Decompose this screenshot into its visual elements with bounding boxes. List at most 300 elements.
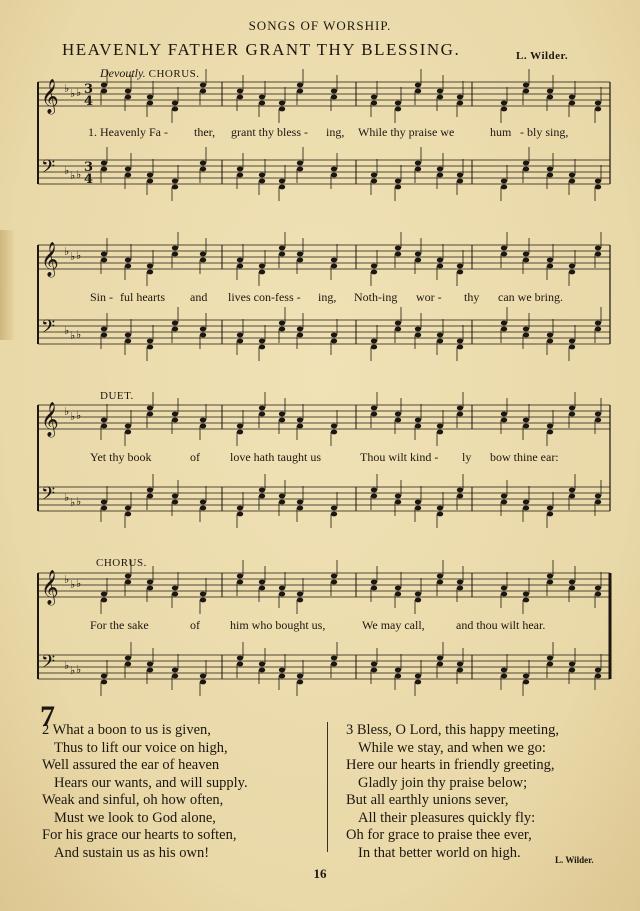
note-head <box>415 83 421 88</box>
note-head <box>279 179 285 184</box>
note-head <box>523 89 529 94</box>
flat-sign: ♭ <box>76 495 82 508</box>
note-head <box>437 258 443 263</box>
note-head <box>415 418 421 423</box>
note-head <box>172 252 178 257</box>
note-head <box>200 161 206 166</box>
flat-sign: ♭ <box>70 496 76 509</box>
note-head <box>237 512 243 517</box>
lyric-s3-c: love hath taught us <box>230 450 321 464</box>
note-head <box>279 412 285 417</box>
note-head <box>595 674 601 679</box>
note-head <box>437 264 443 269</box>
note-head <box>297 333 303 338</box>
note-head <box>259 270 265 275</box>
note-head <box>237 95 243 100</box>
note-head <box>297 258 303 263</box>
note-head <box>297 89 303 94</box>
note-head <box>172 668 178 673</box>
note-head <box>147 339 153 344</box>
note-head <box>501 500 507 505</box>
note-head <box>172 107 178 112</box>
note-head <box>569 586 575 591</box>
note-head <box>569 662 575 667</box>
note-head <box>125 574 131 579</box>
note-head <box>547 656 553 661</box>
note-head <box>523 680 529 685</box>
note-head <box>259 412 265 417</box>
note-head <box>331 95 337 100</box>
note-head <box>279 327 285 332</box>
note-head <box>259 345 265 350</box>
lyric-s1-e: While thy praise we <box>358 125 455 139</box>
note-head <box>237 167 243 172</box>
note-head <box>297 161 303 166</box>
lyric-s3-f: bow thine ear: <box>490 450 559 464</box>
note-head <box>595 668 601 673</box>
note-head <box>457 345 463 350</box>
note-head <box>457 101 463 106</box>
note-head <box>331 89 337 94</box>
note-head <box>547 580 553 585</box>
lyric-s4-a: For the sake <box>90 618 149 632</box>
lyric-s4-c: him who bought us, <box>230 618 326 632</box>
note-head <box>172 586 178 591</box>
note-head <box>331 167 337 172</box>
note-head <box>259 662 265 667</box>
section-label-duet: DUET. <box>100 390 134 402</box>
section-label-chorus-1: CHORUS. <box>148 68 200 80</box>
note-head <box>395 674 401 679</box>
verse-3-line-5: But all earthly unions sever, <box>346 792 509 808</box>
verse-3 <box>346 722 559 862</box>
note-head <box>371 173 377 178</box>
note-head <box>547 258 553 263</box>
note-head <box>279 586 285 591</box>
note-head <box>523 333 529 338</box>
note-head <box>395 101 401 106</box>
note-head <box>259 668 265 673</box>
note-head <box>331 333 337 338</box>
note-head <box>501 674 507 679</box>
note-head <box>237 424 243 429</box>
note-head <box>523 167 529 172</box>
lyric-s1-g: - bly sing, <box>520 125 569 139</box>
note-head <box>437 656 443 661</box>
note-head <box>569 406 575 411</box>
note-head <box>200 506 206 511</box>
note-head <box>547 264 553 269</box>
note-head <box>279 592 285 597</box>
lyric-s1-f: hum <box>490 125 512 139</box>
hymn-number: 7 <box>40 700 55 733</box>
note-head <box>125 89 131 94</box>
note-head <box>331 580 337 585</box>
note-head <box>101 161 107 166</box>
note-head <box>371 488 377 493</box>
note-head <box>371 95 377 100</box>
lyric-s3-b: of <box>190 450 200 464</box>
lyric-s2-i: can we bring. <box>498 290 563 304</box>
note-head <box>279 101 285 106</box>
lyric-s2-g: wor - <box>416 290 442 304</box>
note-head <box>237 258 243 263</box>
bass-clef: 𝄢 <box>41 157 56 182</box>
verse-2-line-4: Hears our wants, and will supply. <box>54 774 248 791</box>
note-head <box>259 173 265 178</box>
note-head <box>147 580 153 585</box>
note-head <box>371 264 377 269</box>
note-head <box>371 270 377 275</box>
note-head <box>279 674 285 679</box>
flat-sign: ♭ <box>76 328 82 341</box>
note-head <box>371 101 377 106</box>
lyric-s4-b: of <box>190 618 200 632</box>
flat-sign: ♭ <box>70 664 76 677</box>
note-head <box>547 574 553 579</box>
note-head <box>569 95 575 100</box>
note-head <box>125 167 131 172</box>
note-head <box>395 107 401 112</box>
note-head <box>172 500 178 505</box>
note-head <box>415 500 421 505</box>
note-head <box>331 506 337 511</box>
lyric-s2-a: Sin - <box>90 290 114 304</box>
note-head <box>501 668 507 673</box>
note-head <box>395 179 401 184</box>
note-head <box>523 161 529 166</box>
flat-sign: ♭ <box>76 249 82 262</box>
note-head <box>547 430 553 435</box>
note-head <box>415 327 421 332</box>
note-head <box>237 580 243 585</box>
note-head <box>297 424 303 429</box>
note-head <box>125 662 131 667</box>
note-head <box>172 418 178 423</box>
note-head <box>200 424 206 429</box>
note-head <box>523 327 529 332</box>
flat-sign: ♭ <box>70 329 76 342</box>
note-head <box>200 680 206 685</box>
note-head <box>501 418 507 423</box>
verse-2-line-2: Thus to lift our voice on high, <box>54 739 228 756</box>
note-head <box>569 494 575 499</box>
note-head <box>457 494 463 499</box>
note-head <box>569 345 575 350</box>
note-head <box>437 95 443 100</box>
flat-sign: ♭ <box>76 86 82 99</box>
running-header: SONGS OF WORSHIP. <box>248 18 392 33</box>
note-head <box>437 339 443 344</box>
note-head <box>297 506 303 511</box>
note-head <box>125 333 131 338</box>
verse-3-line-4: Gladly join thy praise below; <box>358 774 528 791</box>
note-head <box>200 500 206 505</box>
note-head <box>569 179 575 184</box>
note-head <box>125 173 131 178</box>
note-head <box>457 412 463 417</box>
bass-clef: 𝄢 <box>41 317 56 342</box>
note-head <box>200 327 206 332</box>
note-head <box>279 418 285 423</box>
note-head <box>297 598 303 603</box>
composer-credit: L. Wilder. <box>516 50 569 62</box>
note-head <box>437 580 443 585</box>
verse-3-line-3: Here our hearts in friendly greeting, <box>346 757 555 773</box>
note-head <box>279 321 285 326</box>
time-signature-top: 3 <box>84 82 94 97</box>
note-head <box>297 418 303 423</box>
note-head <box>297 167 303 172</box>
note-head <box>147 406 153 411</box>
lyric-s2-f: Noth-ing <box>354 290 398 304</box>
note-head <box>371 586 377 591</box>
note-head <box>297 83 303 88</box>
note-head <box>595 101 601 106</box>
note-head <box>415 167 421 172</box>
note-head <box>595 107 601 112</box>
lyric-s2-h: thy <box>464 290 480 304</box>
flat-sign: ♭ <box>76 663 82 676</box>
note-head <box>395 252 401 257</box>
note-head <box>200 598 206 603</box>
note-head <box>501 101 507 106</box>
note-head <box>200 252 206 257</box>
note-head <box>395 418 401 423</box>
note-head <box>259 406 265 411</box>
note-head <box>415 333 421 338</box>
note-head <box>200 167 206 172</box>
note-head <box>331 512 337 517</box>
note-head <box>200 89 206 94</box>
note-head <box>457 179 463 184</box>
note-head <box>172 185 178 190</box>
verse-3-line-2: While we stay, and when we go: <box>358 739 546 756</box>
note-head <box>569 488 575 493</box>
note-head <box>501 246 507 251</box>
note-head <box>437 506 443 511</box>
note-head <box>101 424 107 429</box>
note-head <box>569 101 575 106</box>
note-head <box>523 674 529 679</box>
note-head <box>371 494 377 499</box>
note-head <box>457 270 463 275</box>
note-head <box>595 327 601 332</box>
note-head <box>415 592 421 597</box>
note-head <box>125 264 131 269</box>
lyric-s3-e: ly <box>462 450 472 464</box>
note-head <box>501 327 507 332</box>
verse-2-line-8: And sustain us as his own! <box>54 844 210 861</box>
time-signature-bottom: 4 <box>84 172 94 187</box>
note-head <box>547 89 553 94</box>
note-head <box>501 592 507 597</box>
tempo-word: Devoutly. <box>100 66 146 80</box>
verse-3-line-1: 3 Bless, O Lord, this happy meeting, <box>346 722 560 738</box>
note-head <box>101 680 107 685</box>
note-head <box>259 264 265 269</box>
note-head <box>101 252 107 257</box>
note-head <box>297 680 303 685</box>
note-head <box>237 333 243 338</box>
section-label-chorus-2: CHORUS. <box>96 557 147 569</box>
note-head <box>172 321 178 326</box>
note-head <box>172 246 178 251</box>
page-number: 16 <box>313 866 327 881</box>
time-signature-top: 3 <box>84 160 94 175</box>
note-head <box>595 418 601 423</box>
note-head <box>259 95 265 100</box>
lyric-s1-b: ther, <box>194 125 216 139</box>
note-head <box>279 494 285 499</box>
verse-3-line-7: Oh for grace to praise thee ever, <box>346 827 532 843</box>
flat-sign: ♭ <box>70 250 76 263</box>
note-head <box>200 83 206 88</box>
note-head <box>259 339 265 344</box>
note-head <box>595 592 601 597</box>
note-head <box>437 574 443 579</box>
note-head <box>331 656 337 661</box>
note-head <box>501 494 507 499</box>
note-head <box>237 574 243 579</box>
note-head <box>200 333 206 338</box>
treble-clef: 𝄞 <box>41 242 59 277</box>
note-head <box>259 586 265 591</box>
note-head <box>415 598 421 603</box>
note-head <box>523 592 529 597</box>
flat-sign: ♭ <box>64 491 70 504</box>
treble-clef: 𝄞 <box>41 402 59 437</box>
flat-sign: ♭ <box>64 659 70 672</box>
note-head <box>147 95 153 100</box>
note-head <box>415 252 421 257</box>
note-head <box>501 586 507 591</box>
note-head <box>200 592 206 597</box>
lyric-s1-c: grant thy bless - <box>231 125 308 139</box>
note-head <box>125 95 131 100</box>
note-head <box>172 179 178 184</box>
note-head <box>395 668 401 673</box>
note-head <box>147 179 153 184</box>
note-head <box>101 258 107 263</box>
note-head <box>523 500 529 505</box>
note-head <box>569 580 575 585</box>
note-head <box>297 252 303 257</box>
note-head <box>523 424 529 429</box>
note-head <box>457 173 463 178</box>
note-head <box>547 339 553 344</box>
hymn-title: HEAVENLY FATHER GRANT THY BLESSING. <box>62 40 461 59</box>
lyric-s4-e: and thou wilt hear. <box>456 618 546 632</box>
note-head <box>437 662 443 667</box>
note-head <box>125 512 131 517</box>
note-head <box>395 500 401 505</box>
note-head <box>331 662 337 667</box>
note-head <box>501 412 507 417</box>
note-head <box>172 412 178 417</box>
note-head <box>569 173 575 178</box>
note-head <box>200 674 206 679</box>
note-head <box>437 430 443 435</box>
note-head <box>259 488 265 493</box>
note-head <box>595 321 601 326</box>
note-head <box>547 424 553 429</box>
note-head <box>331 264 337 269</box>
flat-sign: ♭ <box>70 410 76 423</box>
note-head <box>237 89 243 94</box>
note-head <box>569 668 575 673</box>
note-head <box>395 586 401 591</box>
note-head <box>371 406 377 411</box>
lyric-s2-e: ing, <box>318 290 337 304</box>
note-head <box>259 101 265 106</box>
lyric-s2-d: lives con-fess - <box>228 290 301 304</box>
note-head <box>147 270 153 275</box>
note-head <box>297 592 303 597</box>
lyric-s2-b: ful hearts <box>120 290 165 304</box>
verse-2-line-5: Weak and sinful, oh how often, <box>42 792 224 808</box>
note-head <box>547 173 553 178</box>
flat-sign: ♭ <box>76 168 82 181</box>
flat-sign: ♭ <box>64 324 70 337</box>
note-head <box>523 418 529 423</box>
note-head <box>279 500 285 505</box>
note-head <box>279 252 285 257</box>
lyric-s3-a: Yet thy book <box>90 450 152 464</box>
note-head <box>501 252 507 257</box>
note-head <box>125 424 131 429</box>
note-head <box>501 321 507 326</box>
verse-2-line-1: 2 What a boon to us is given, <box>42 722 211 738</box>
bass-clef: 𝄢 <box>41 652 56 677</box>
note-head <box>101 500 107 505</box>
lyric-s1-a: 1. Heavenly Fa - <box>88 125 168 139</box>
note-head <box>101 89 107 94</box>
note-head <box>395 494 401 499</box>
note-head <box>569 339 575 344</box>
note-head <box>101 418 107 423</box>
note-head <box>395 321 401 326</box>
verse-3-line-6: All their pleasures quickly fly: <box>358 809 536 826</box>
flat-sign: ♭ <box>76 577 82 590</box>
note-head <box>297 674 303 679</box>
verse-2-line-6: Must we look to God alone, <box>54 809 216 826</box>
note-head <box>147 488 153 493</box>
note-head <box>101 598 107 603</box>
treble-clef: 𝄞 <box>41 79 59 114</box>
note-head <box>172 592 178 597</box>
note-head <box>457 580 463 585</box>
note-head <box>395 412 401 417</box>
note-head <box>415 258 421 263</box>
verse-2-line-3: Well assured the ear of heaven <box>42 757 220 773</box>
flat-sign: ♭ <box>76 409 82 422</box>
note-head <box>237 173 243 178</box>
flat-sign: ♭ <box>64 82 70 95</box>
note-head <box>371 662 377 667</box>
flat-sign: ♭ <box>64 164 70 177</box>
note-head <box>125 339 131 344</box>
note-head <box>331 574 337 579</box>
note-head <box>523 83 529 88</box>
note-head <box>523 598 529 603</box>
note-head <box>172 101 178 106</box>
note-head <box>595 252 601 257</box>
lyric-s4-d: We may call, <box>362 618 425 632</box>
note-head <box>147 264 153 269</box>
note-head <box>437 167 443 172</box>
note-head <box>172 494 178 499</box>
